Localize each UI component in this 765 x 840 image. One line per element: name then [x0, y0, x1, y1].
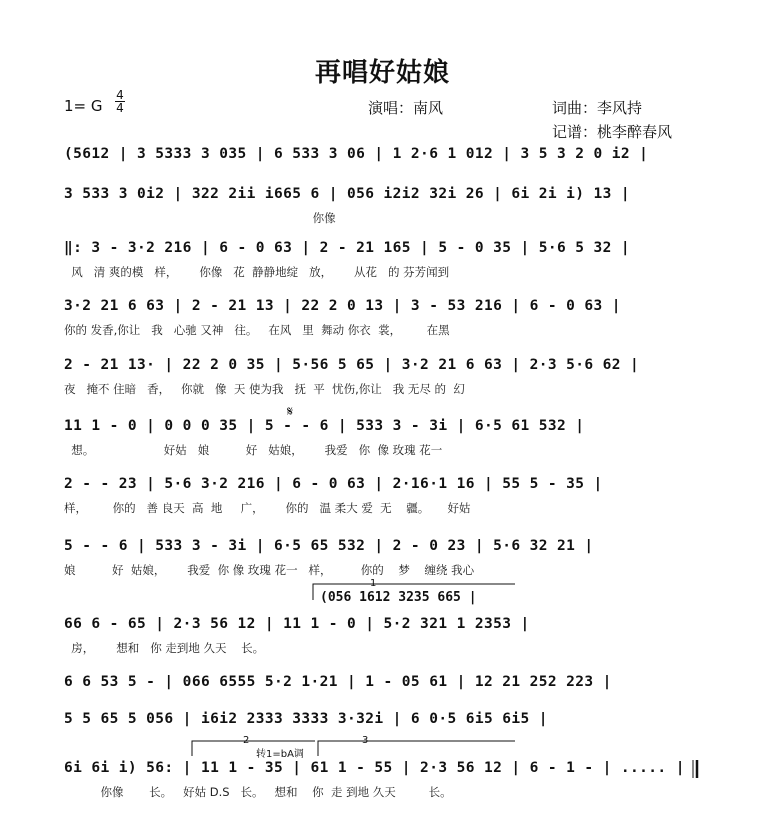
ending-3-label: 3 — [362, 735, 369, 746]
lyrics: 你的 发香,你让 我 心驰 又神 往。 在风 里 舞动 你衣 裳， 在黑 — [64, 323, 450, 337]
score-line-8 — [64, 538, 704, 594]
segno-icon: 𝄋 — [287, 404, 294, 420]
score-line-11 — [64, 711, 704, 767]
notes: 3 533 3 0i2 | 322 2ii i665 6 | 056 i2i2 32i 26 | 6i 2i i) 13 | — [64, 186, 631, 202]
lyrics: 房， 想和 你 走到地 久天 长。 — [64, 641, 265, 655]
ending-2-label: 2 — [243, 735, 250, 746]
lyrics: 你像 长。 好姑 D.S 长。 想和 你 走 到地 久天 长。 — [64, 785, 452, 799]
notes: 5 - - 6 | 533 3 - 3i | 6·5 65 532 | 2 - 0 23 | 5·6 32 21 | — [64, 538, 594, 554]
time-signature-top: 4 — [116, 88, 124, 102]
lyrics: 娘 好 姑娘， 我爱 你 像 玫瑰 花一 样， 你的 梦 缠绕 我心 — [64, 563, 475, 577]
key-signature: 1= G — [64, 97, 103, 115]
notes: 3·2 21 6 63 | 2 - 21 13 | 22 2 0 13 | 3 - 53 216 | 6 - 0 63 | — [64, 298, 621, 314]
prelude-row: (056 1612 3235 665 | — [320, 590, 477, 605]
score-line-7 — [64, 476, 704, 532]
time-signature — [115, 89, 125, 114]
composer-credit: 词曲：李风持 — [552, 99, 643, 117]
notes: 6i 6i i) 56: | 11 1 - 35 | 61 1 - 55 | 2·3 56 12 | 6 - 1 - | ..... | — [64, 760, 685, 776]
score-line-12 — [64, 760, 704, 816]
song-title: 再唱好姑娘 — [314, 58, 450, 88]
lyrics: 想。 好姑 娘 好 姑娘， 我爱 你 像 玫瑰 花一 — [64, 443, 443, 457]
transcriber-credit: 记谱：桃李醉春风 — [552, 123, 673, 141]
key-change-label: 转1=bA调 — [256, 749, 304, 760]
notes: 66 6 - 65 | 2·3 56 12 | 11 1 - 0 | 5·2 321 1 2353 | — [64, 616, 530, 632]
notes: 6 6 53 5 - | 066 6555 5·2 1·21 | 1 - 05 61 | 12 21 252 223 | — [64, 674, 612, 690]
notes: ‖: 3 - 3·2 216 | 6 - 0 63 | 2 - 21 165 | 5 - 0 35 | 5·6 5 32 | — [64, 240, 631, 256]
lyrics: 你像 — [64, 211, 336, 225]
score-line-5 — [64, 357, 704, 413]
notes: 2 - 21 13· | 22 2 0 35 | 5·56 5 65 | 3·2 21 6 63 | 2·3 5·6 62 | — [64, 357, 640, 373]
notes: 11 1 - 0 | 0 0 0 35 | 5 - - 6 | 533 3 - 3i | 6·5 61 532 | — [64, 418, 585, 434]
lyrics: 样， 你的 善 良天 高 地 广， 你的 温 柔大 爱 无 疆。 好姑 — [64, 501, 471, 515]
score-line-6 — [64, 418, 704, 474]
ending-1-label: 1 — [370, 578, 377, 589]
score-line-4 — [64, 298, 704, 354]
notes: (5612 | 3 5333 3 035 | 6 533 3 06 | 1 2·6 1 012 | 3 5 3 2 0 i2 | — [64, 146, 649, 162]
notes: 2 - - 23 | 5·6 3·2 216 | 6 - 0 63 | 2·16·1 16 | 55 5 - 35 | — [64, 476, 603, 492]
score-line-2 — [64, 186, 704, 242]
lyrics: 风 清 爽的模 样， 你像 花 静静地绽 放， 从花 的 芬芳闻到 — [64, 265, 450, 279]
lyrics: 夜 掩不 住暗 香， 你就 像 天 使为我 抚 平 忧伤,你让 我 无尽 的 幻 — [64, 382, 465, 396]
score-line-3 — [64, 240, 704, 296]
time-signature-bottom: 4 — [116, 101, 124, 115]
singer-credit: 演唱：南风 — [368, 99, 444, 117]
score-line-9 — [64, 616, 704, 672]
notes: 5 5 65 5 056 | i6i2 2333 3333 3·32i | 6 0·5 6i5 6i5 | — [64, 711, 548, 727]
